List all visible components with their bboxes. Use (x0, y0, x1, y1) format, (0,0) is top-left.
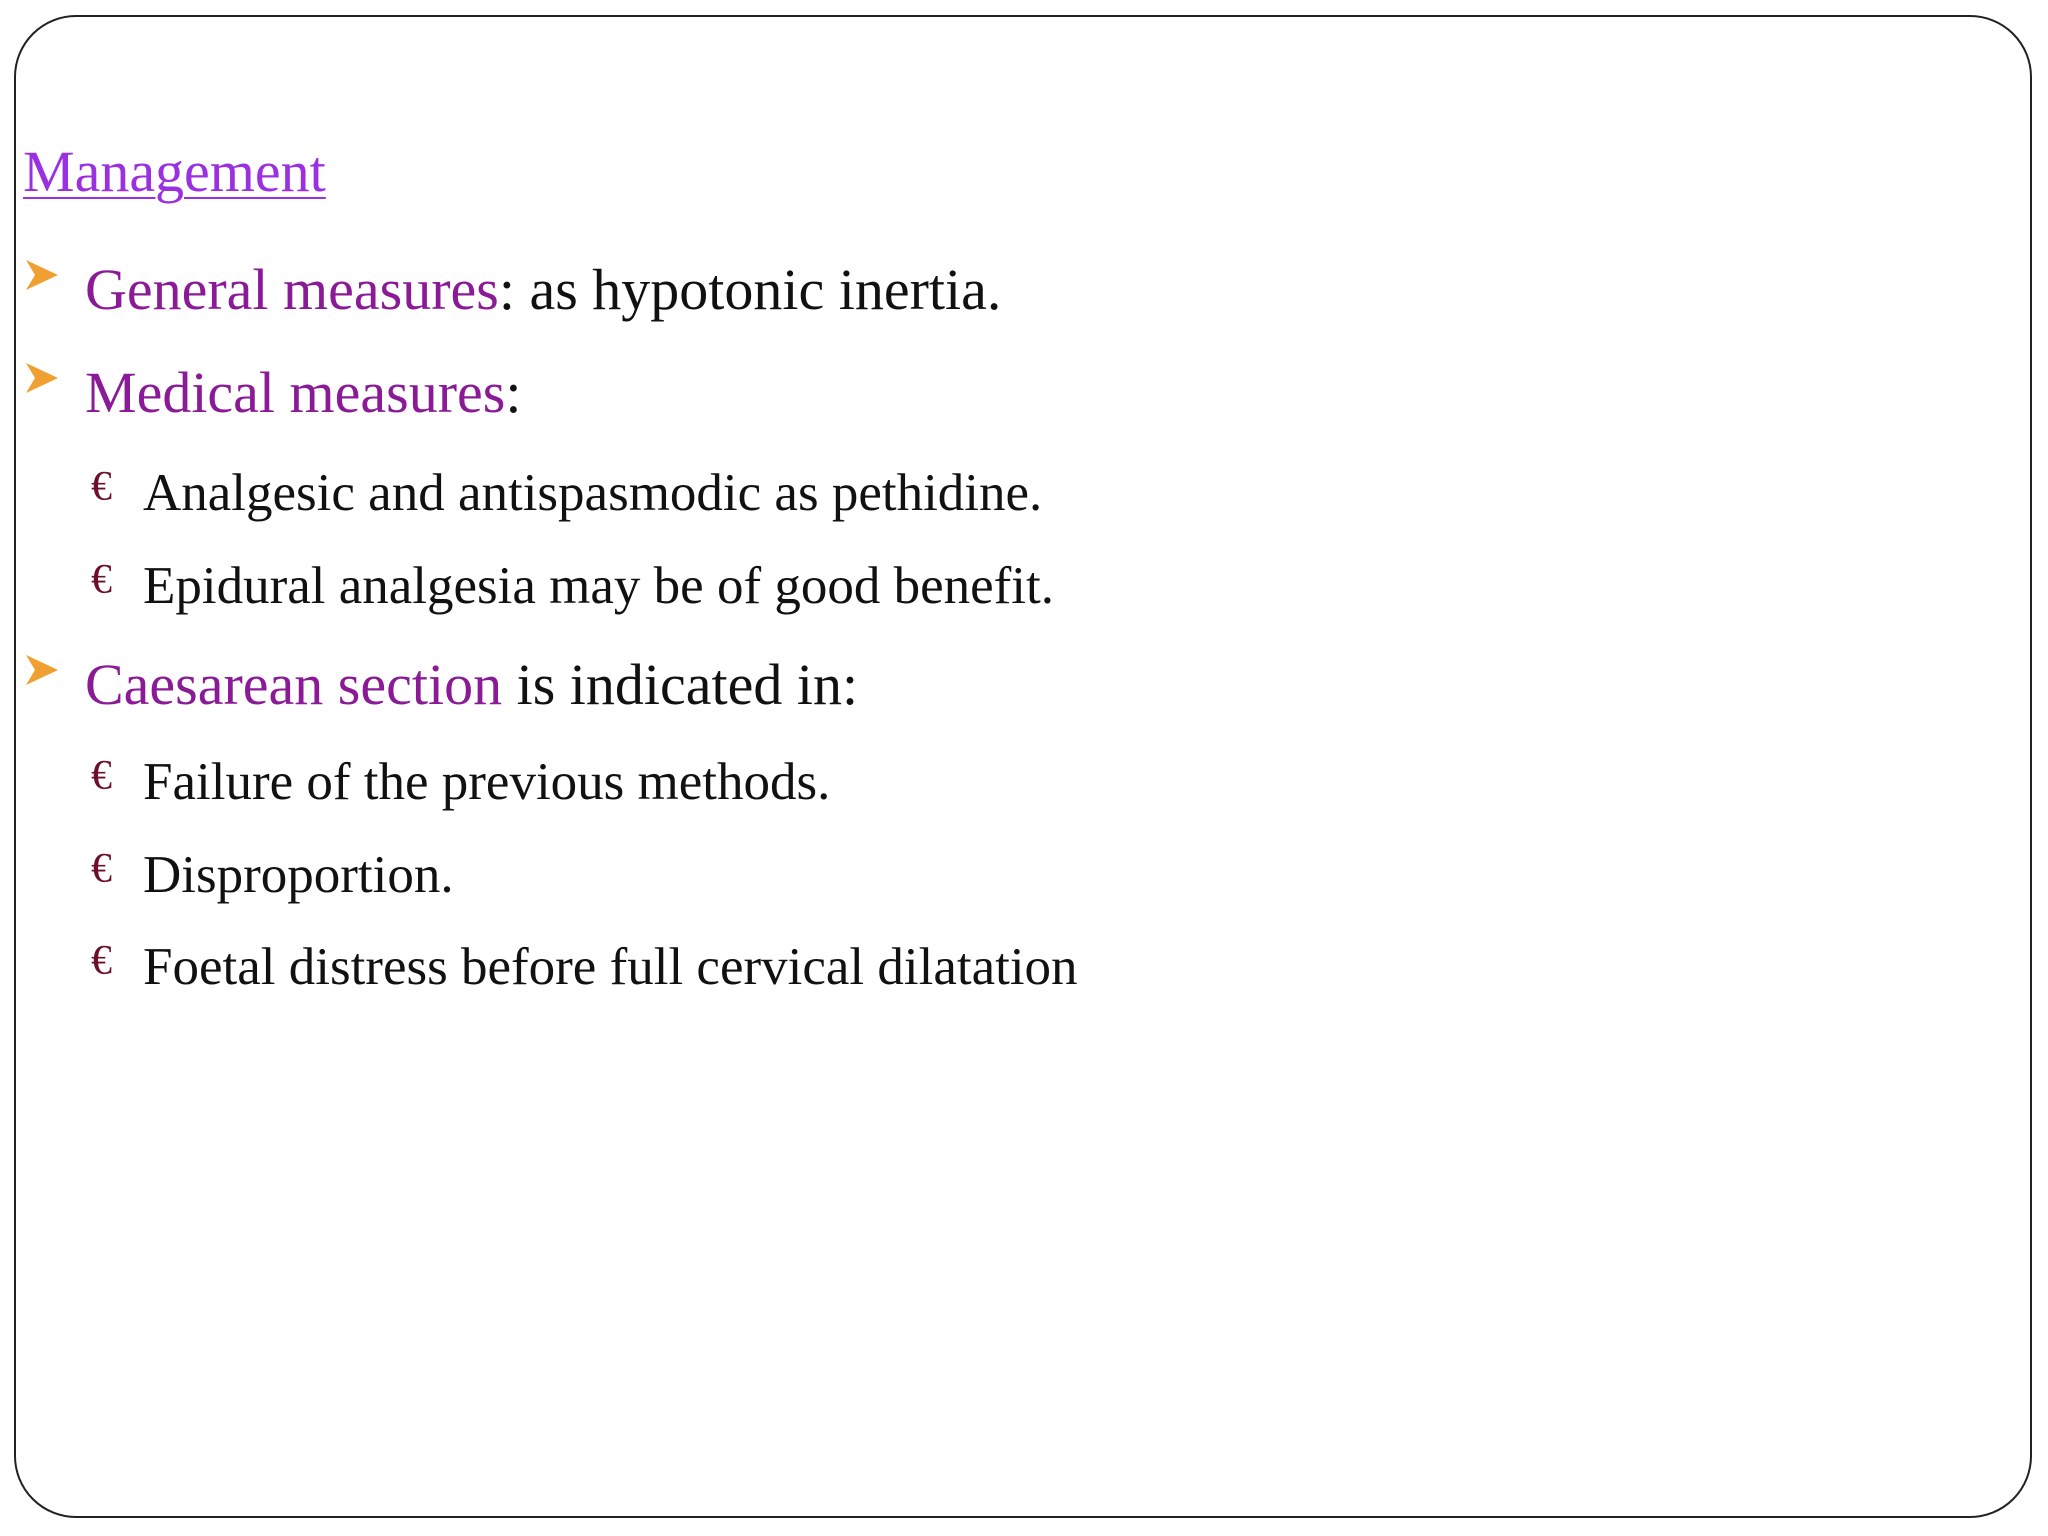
euro-bullet-icon: € (91, 846, 112, 892)
sub-bullet-item (91, 935, 1078, 999)
euro-bullet-icon: € (91, 557, 112, 603)
item-highlight: Medical measures (85, 360, 506, 425)
item-text: Failure of the previous methods. (143, 753, 831, 811)
sub-bullet-item (91, 750, 830, 814)
item-highlight: General measures (85, 257, 499, 322)
sub-bullet-item (91, 843, 454, 907)
slide-heading: Management (23, 139, 326, 204)
euro-bullet-icon: € (91, 938, 112, 984)
item-text: Epidural analgesia may be of good benefit. (143, 557, 1054, 615)
euro-bullet-icon: € (91, 464, 112, 510)
item-text: : (505, 360, 522, 425)
euro-bullet-icon: € (91, 753, 112, 799)
item-text: Analgesic and antispasmodic as pethidine. (143, 464, 1043, 522)
slide (14, 15, 2032, 1518)
bullet-item-caesarean-section (23, 650, 858, 720)
sub-bullet-item (91, 554, 1054, 618)
sub-bullet-item (91, 461, 1042, 525)
item-text: Disproportion. (143, 846, 454, 904)
item-highlight: Caesarean section (85, 652, 503, 717)
item-text: is indicated in: (502, 652, 859, 717)
bullet-item-medical-measures (23, 358, 521, 428)
item-text: Foetal distress before full cervical dilatation (143, 938, 1078, 996)
bullet-item-general-measures (23, 255, 1001, 325)
item-text: : as hypotonic inertia. (498, 257, 1002, 322)
